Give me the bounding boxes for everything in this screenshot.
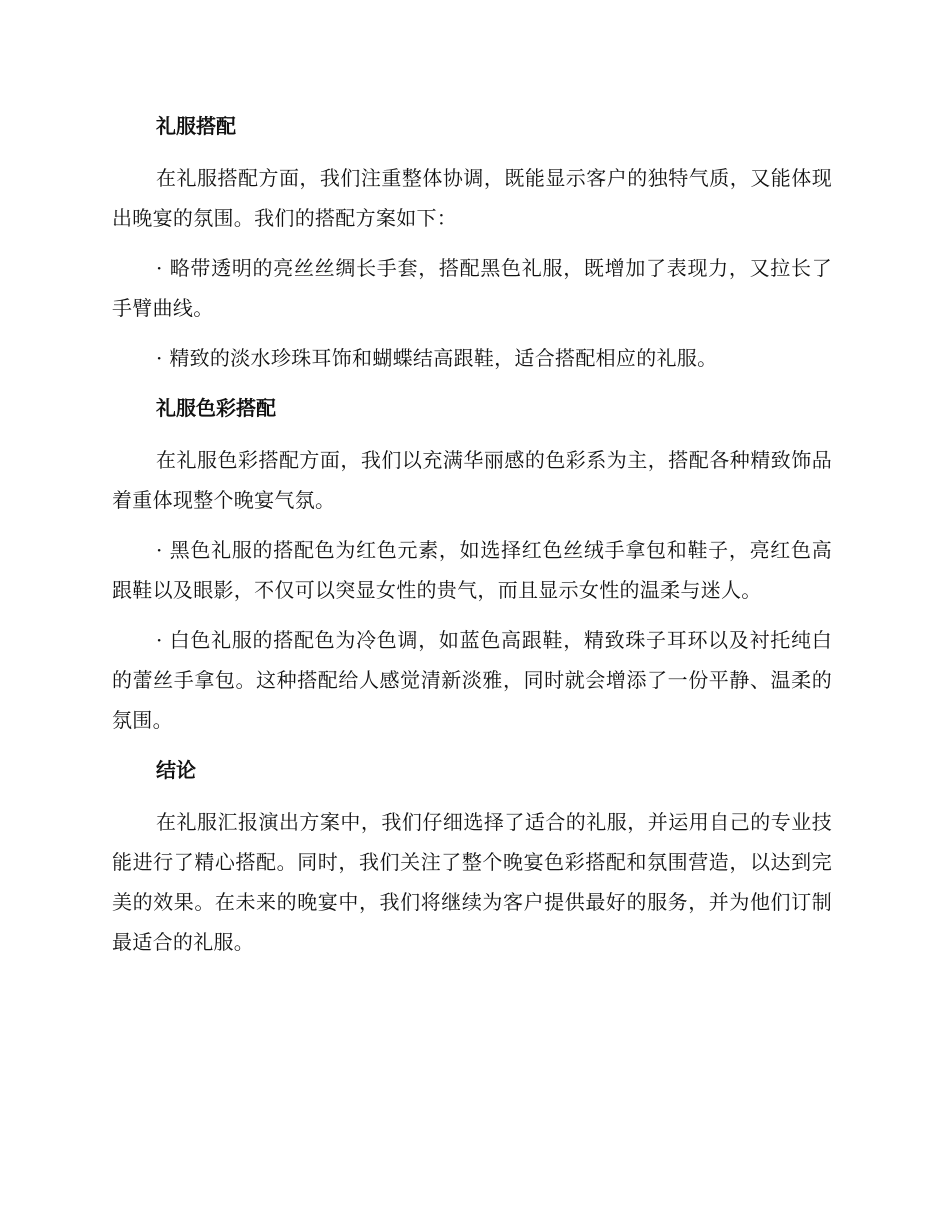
- section-heading-dress-matching: 礼服搭配: [156, 114, 236, 138]
- bullet-item: · 白色礼服的搭配色为冷色调，如蓝色高跟鞋，精致珠子耳环以及衬托纯白的蕾丝手拿包。这种搭配给人感觉清新淡雅，同时就会增添了一份平静、温柔的氛围。: [112, 628, 832, 732]
- section-intro-conclusion: 在礼服汇报演出方案中，我们仔细选择了适合的礼服，并运用自己的专业技能进行了精心搭配。同时，我们关注了整个晚宴色彩搭配和氛围营造，以达到完美的效果。在未来的晚宴中，我们将继续为客户提供最好的服务，并为他们订制最适合的礼服。: [112, 810, 832, 954]
- section-heading-conclusion: 结论: [156, 758, 196, 782]
- bullet-item: · 精致的淡水珍珠耳饰和蝴蝶结高跟鞋，适合搭配相应的礼服。: [156, 346, 718, 370]
- section-intro-dress-matching: 在礼服搭配方面，我们注重整体协调，既能显示客户的独特气质，又能体现出晚宴的氛围。我们的搭配方案如下：: [112, 166, 832, 230]
- bullet-item: · 黑色礼服的搭配色为红色元素，如选择红色丝绒手拿包和鞋子，亮红色高跟鞋以及眼影，不仅可以突显女性的贵气，而且显示女性的温柔与迷人。: [112, 538, 832, 602]
- bullet-item: · 略带透明的亮丝丝绸长手套，搭配黑色礼服，既增加了表现力，又拉长了手臂曲线。: [112, 256, 832, 320]
- section-heading-color-matching: 礼服色彩搭配: [156, 396, 276, 420]
- document-page: [112, 106, 832, 972]
- section-intro-color-matching: 在礼服色彩搭配方面，我们以充满华丽感的色彩系为主，搭配各种精致饰品着重体现整个晚宴气氛。: [112, 448, 832, 512]
